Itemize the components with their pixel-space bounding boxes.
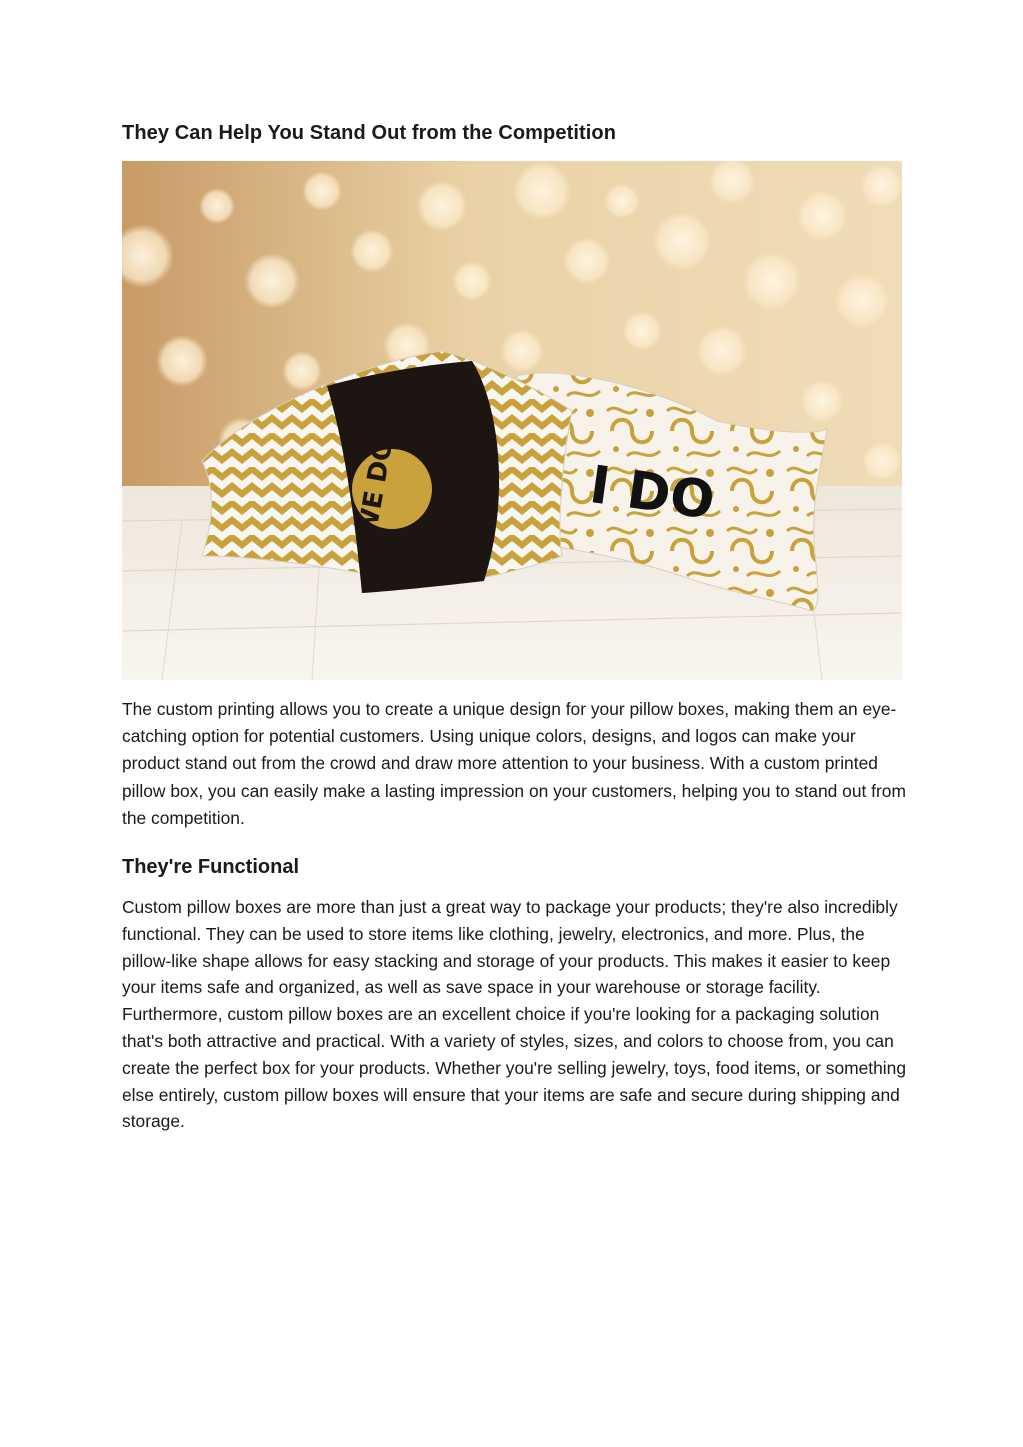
svg-text:WE DO: WE DO [352,436,400,540]
paragraph-stand-out: The custom printing allows you to create a unique design for your pillow boxes, making them an eye-catching option for potential customers. Using unique colors, designs, and logos can make your product stand out from the crowd and draw more attention to your business. With a custom printed pillow box, you can easily make a lasting impression on your customers, helping you to stand out from the competition. [122,699,906,828]
pillow-boxes-photo [122,161,902,680]
section-heading-stand-out: They Can Help You Stand Out from the Competition [122,122,617,144]
svg-text:I DO: I DO [586,455,719,532]
section-heading-functional: They're Functional [122,856,300,878]
paragraph-functional: Custom pillow boxes are more than just a great way to package your products; they're also incredibly functional. They can be used to store items like clothing, jewelry, electronics, and more. Plus, the pillow-like shape allows for easy stacking and storage of your products. This makes it easier to keep your items safe and organized, as well as save space in your warehouse or storage facility. Furthermore, custom pillow boxes are an excellent choice if you're looking for a packaging solution that's both attractive and practical. With a variety of styles, sizes, and colors to choose from, you can create the perfect box for your products. Whether you're selling jewelry, toys, food items, or something else entirely, custom pillow boxes will ensure that your items are safe and secure during shipping and storage. [122,897,907,1132]
